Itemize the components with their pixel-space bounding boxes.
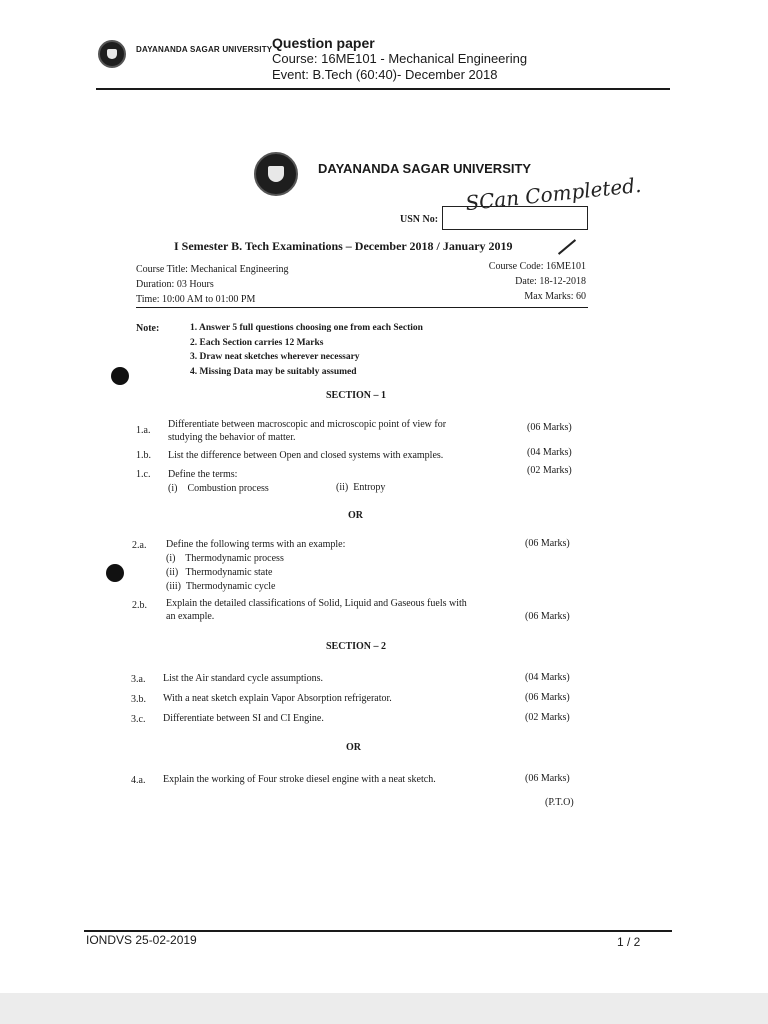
paper-university-name: DAYANANDA SAGAR UNIVERSITY — [318, 161, 532, 176]
punch-hole — [106, 564, 124, 582]
note-item: 3. Draw neat sketches wherever necessary — [190, 352, 360, 362]
question-text-line: studying the behavior of matter. — [168, 432, 296, 443]
course-code: Course Code: 16ME101 — [488, 261, 586, 272]
pto-label: (P.T.O) — [545, 797, 574, 808]
notes-list — [190, 321, 423, 379]
question-marks: (06 Marks) — [525, 692, 570, 703]
question-text: With a neat sketch explain Vapor Absorption refrigerator. — [163, 693, 392, 704]
question-number: 3.c. — [131, 714, 146, 725]
info-divider — [136, 307, 588, 308]
question-text-line: Differentiate between macroscopic and microscopic point of view for — [168, 419, 447, 430]
question-marks: (04 Marks) — [527, 447, 572, 458]
question-number: 2.b. — [132, 600, 147, 611]
question-number: 3.a. — [131, 674, 146, 685]
note-label: Note: — [136, 323, 160, 334]
question-marks: (04 Marks) — [525, 672, 570, 683]
paper-seal-icon — [254, 152, 298, 196]
header-event-line: Event: B.Tech (60:40)- December 2018 — [272, 67, 498, 82]
or-separator: OR — [346, 742, 361, 753]
question-number: 1.c. — [136, 469, 151, 480]
question-marks: (02 Marks) — [525, 712, 570, 723]
question-number: 4.a. — [131, 775, 146, 786]
question-marks: (02 Marks) — [527, 465, 572, 476]
header-course-line: Course: 16ME101 - Mechanical Engineering — [272, 51, 528, 66]
question-text: Define the following terms with an example: — [166, 539, 346, 550]
question-subitem: (i) Thermodynamic process — [166, 553, 284, 564]
question-number: 2.a. — [132, 540, 147, 551]
question-text: List the Air standard cycle assumptions. — [163, 673, 323, 684]
scan-edge — [0, 993, 768, 1024]
punch-hole — [111, 367, 129, 385]
or-separator: OR — [348, 510, 363, 521]
handwritten-note: SCan Completed. — [464, 172, 643, 216]
question-text-line: Explain the detailed classifications of Solid, Liquid and Gaseous fuels with — [166, 598, 467, 609]
question-number: 3.b. — [131, 694, 146, 705]
course-title: Course Title: Mechanical Engineering — [136, 264, 289, 275]
header-doc-title: Question paper — [272, 35, 375, 51]
note-item: 2. Each Section carries 12 Marks — [190, 337, 324, 348]
question-text: Explain the working of Four stroke diesel engine with a neat sketch. — [163, 774, 436, 785]
question-text: List the difference between Open and closed systems with examples. — [168, 450, 444, 461]
question-text: Define the terms: — [168, 469, 238, 480]
question-subitem: (i) Combustion process — [168, 483, 269, 494]
section-1-title: SECTION – 1 — [326, 390, 387, 401]
question-subitem: (ii) Thermodynamic state — [166, 567, 273, 578]
question-number: 1.a. — [136, 425, 151, 436]
question-subitem: (iii) Thermodynamic cycle — [166, 581, 276, 592]
note-item: 1. Answer 5 full questions choosing one from each Section — [190, 323, 423, 333]
footer-left: IONDVS 25-02-2019 — [86, 933, 197, 947]
header-university-name: DAYANANDA SAGAR UNIVERSITY — [136, 45, 273, 54]
page-number: 1 / 2 — [617, 935, 641, 949]
question-text — [168, 418, 446, 444]
header-divider — [96, 88, 670, 90]
max-marks: Max Marks: 60 — [524, 291, 586, 302]
exam-date: Date: 18-12-2018 — [515, 276, 586, 287]
usn-box — [442, 206, 588, 230]
usn-label: USN No: — [400, 214, 439, 225]
note-item: 4. Missing Data may be suitably assumed — [190, 366, 357, 377]
question-text — [166, 597, 467, 623]
question-marks: (06 Marks) — [525, 773, 570, 784]
question-marks: (06 Marks) — [525, 611, 570, 622]
footer-divider — [84, 930, 672, 932]
question-marks: (06 Marks) — [525, 538, 570, 549]
pen-tick-mark — [558, 239, 576, 255]
question-marks: (06 Marks) — [527, 422, 572, 433]
question-text-line: an example. — [166, 611, 215, 622]
question-subitem: (ii) Entropy — [336, 482, 386, 493]
section-2-title: SECTION – 2 — [326, 641, 387, 652]
question-number: 1.b. — [136, 450, 151, 461]
university-seal-icon — [98, 40, 126, 68]
duration: Duration: 03 Hours — [136, 279, 214, 290]
question-text: Differentiate between SI and CI Engine. — [163, 713, 324, 724]
exam-title: I Semester B. Tech Examinations – December 2018 / January 2019 — [174, 239, 513, 253]
exam-time: Time: 10:00 AM to 01:00 PM — [136, 294, 256, 305]
